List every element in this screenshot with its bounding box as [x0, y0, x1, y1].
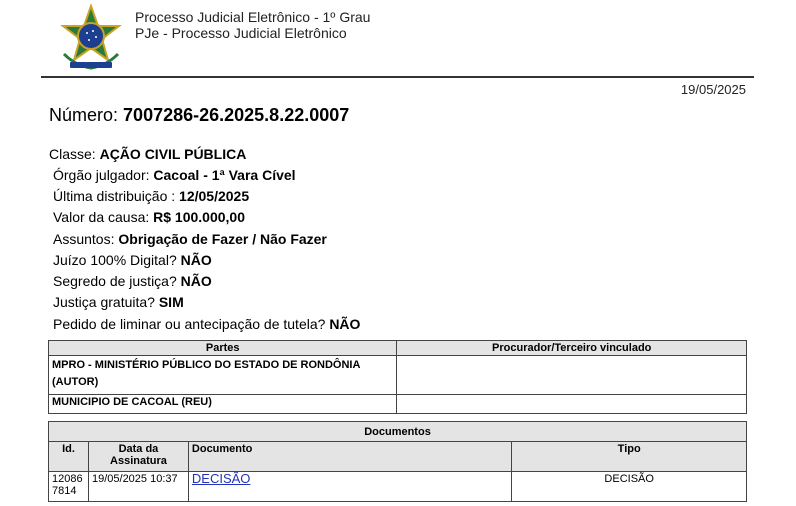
field-value: Cacoal - 1ª Vara Cível: [153, 167, 296, 183]
process-number-label: Número:: [49, 105, 119, 125]
field-label: Pedido de liminar ou antecipação de tutela?: [53, 316, 326, 332]
field-classe: [49, 146, 246, 162]
field-value: SIM: [158, 294, 184, 310]
field-label: Classe:: [49, 146, 96, 162]
field-ultima-distribuicao: [53, 188, 249, 204]
doc-tipo-cell: DECISÃO: [512, 472, 747, 502]
field-orgao-julgador: [53, 167, 296, 183]
procurador-cell: [397, 356, 747, 395]
field-label: Órgão julgador:: [53, 167, 150, 183]
doc-data-cell: 19/05/2025 10:37: [88, 472, 188, 502]
documentos-title: Documentos: [49, 422, 747, 442]
process-number: [49, 105, 349, 126]
doc-id-cell: 12086 7814: [49, 472, 89, 502]
documento-header: Documento: [188, 442, 511, 472]
parte-cell: MUNICIPIO DE CACOAL (REU): [49, 395, 397, 414]
brazil-coat-of-arms-icon: [56, 4, 126, 74]
table-row: [49, 472, 747, 502]
table-row: [49, 356, 747, 395]
table-row: [49, 395, 747, 414]
partes-header-row: [49, 341, 747, 356]
partes-header: Partes: [49, 341, 397, 356]
field-assuntos: [53, 231, 327, 247]
field-value: R$ 100.000,00: [153, 209, 245, 225]
header-title: Processo Judicial Eletrônico - 1º Grau: [135, 9, 371, 25]
field-value: 12/05/2025: [179, 188, 250, 204]
documentos-table: [48, 421, 747, 502]
field-value: NÃO: [329, 316, 361, 332]
documentos-title-row: [49, 422, 747, 442]
field-pedido-liminar: [53, 316, 360, 332]
field-value: AÇÃO CIVIL PÚBLICA: [99, 146, 247, 162]
field-value: Obrigação de Fazer / Não Fazer: [118, 231, 327, 247]
field-label: Segredo de justiça?: [53, 273, 177, 289]
field-label: Assuntos:: [53, 231, 115, 247]
field-label: Última distribuição :: [53, 188, 176, 204]
field-value: NÃO: [180, 273, 212, 289]
field-justica-gratuita: [53, 294, 184, 310]
field-segredo-justica: [53, 273, 212, 289]
procurador-header: Procurador/Terceiro vinculado: [397, 341, 747, 356]
data-header: Data da Assinatura: [88, 442, 188, 472]
field-value: NÃO: [180, 252, 212, 268]
header-subtitle: PJe - Processo Judicial Eletrônico: [135, 25, 347, 41]
partes-table: [48, 340, 747, 414]
field-juizo-digital: [53, 252, 212, 268]
documentos-header-row: [49, 442, 747, 472]
header-divider: [41, 76, 754, 78]
documento-link[interactable]: DECISÃO: [191, 471, 251, 486]
id-header: Id.: [49, 442, 89, 472]
doc-documento-cell: [188, 472, 511, 502]
parte-cell: MPRO - MINISTÉRIO PÚBLICO DO ESTADO DE RONDÔNIA (AUTOR): [49, 356, 397, 395]
field-valor-causa: [53, 209, 245, 225]
field-label: Valor da causa:: [53, 209, 150, 225]
process-number-value: 7007286-26.2025.8.22.0007: [123, 105, 350, 125]
field-label: Justiça gratuita?: [53, 294, 155, 310]
procurador-cell: [397, 395, 747, 414]
print-date: 19/05/2025: [680, 82, 746, 97]
tipo-header: Tipo: [512, 442, 747, 472]
field-label: Juízo 100% Digital?: [53, 252, 177, 268]
